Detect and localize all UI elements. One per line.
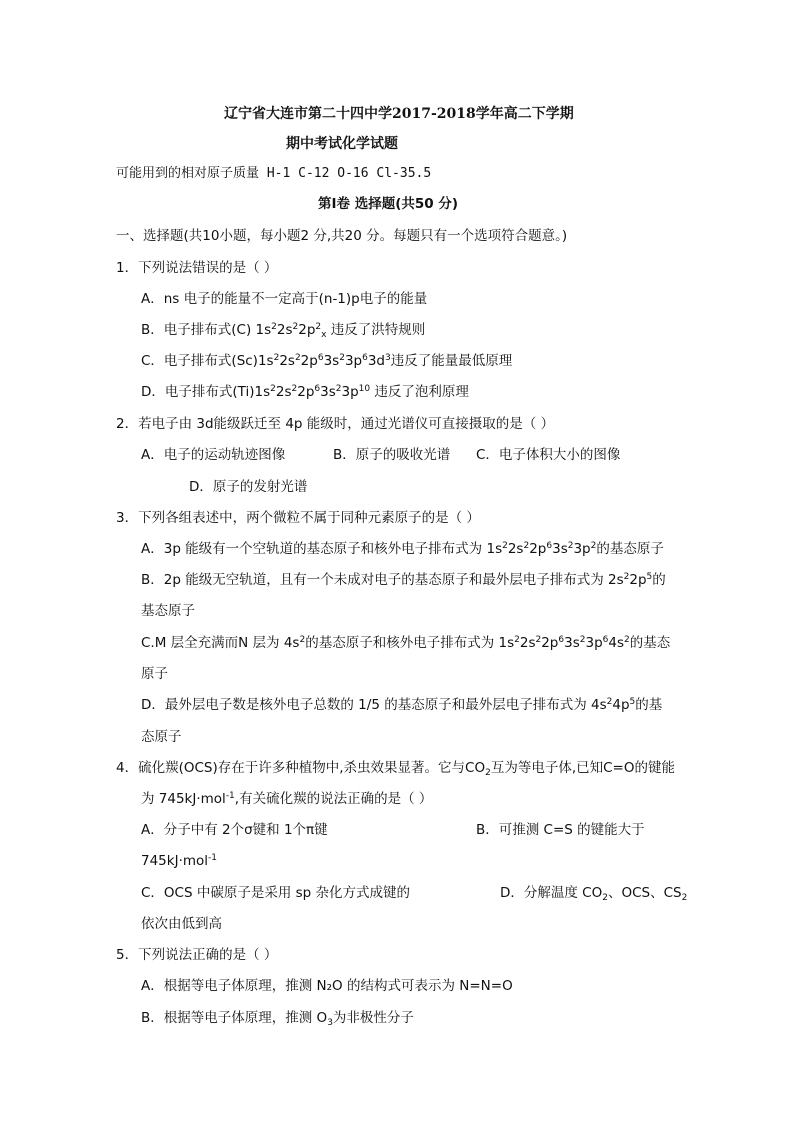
q1-option-c: C．电子排布式$(Sc)1s^22s^22p^63s^23p^63d^3$违反了能量最低原理 (141, 353, 513, 369)
q1-option-a: A．ns 电子的能量不一定高于(n-1)p电子的能量 (141, 291, 428, 307)
title-line-1: 辽宁省大连市第二十四中学2017-2018学年高二下学期 (224, 106, 574, 122)
q1-stem: 1．下列说法错误的是（ ） (116, 260, 278, 276)
q5-stem: 5．下列说法正确的是（ ） (116, 947, 278, 963)
q2-stem: 2．若电子由 3d能级跃迁至 4p 能级时，通过光谱仪可直接摄取的是（ ） (116, 416, 555, 432)
q2-option-d: D．原子的发射光谱 (189, 479, 308, 495)
q3-option-c-cont: 原子 (141, 666, 168, 682)
q3-option-a: A．3p 能级有一个空轨道的基态原子和核外电子排布式为 $1s^22s^22p^63s^23p^2$的基态原子 (141, 541, 664, 557)
q4-option-b: B．可推测 C=S 的键能大于 (476, 822, 645, 838)
q3-option-b-cont: 基态原子 (141, 603, 195, 619)
q5-option-b: B．根据等电子体原理，推测 $O_3$为非极性分子 (141, 1010, 414, 1028)
instructions: 一、选择题(共10小题，每小题2 分,共20 分。每题只有一个选项符合题意。) (116, 228, 568, 244)
atomic-mass-line: 可能用到的相对原子质量 H-1 C-12 O-16 Cl-35.5 (116, 166, 432, 181)
q2-option-c: C．电子体积大小的图像 (476, 447, 621, 463)
q4-option-a: A．分子中有 2个σ键和 1个π键 (141, 822, 328, 838)
q3-option-d-cont: 态原子 (141, 729, 182, 745)
section-title: 第Ⅰ卷 选择题(共50 分) (318, 196, 459, 212)
q5-option-a: A．根据等电子体原理，推测 N₂O 的结构式可表示为 N=N=O (141, 978, 513, 994)
q4-option-d-cont: 依次由低到高 (141, 916, 222, 932)
q1-option-b: B．电子排布式(C) $1s^22s^22p^2_x$ 违反了洪特规则 (141, 322, 426, 340)
q4-option-d: D．分解温度 $CO_2$、OCS、$CS_2$ (500, 885, 688, 903)
title-line-2: 期中考试化学试题 (286, 136, 398, 152)
q3-option-d: D．最外层电子数是核外电子总数的 1/5 的基态原子和最外层电子排布式为 $4s^24p^5$的基 (141, 697, 663, 713)
q4-option-c: C．OCS 中碳原子是采用 sp 杂化方式成键的 (141, 885, 411, 901)
q3-option-b: B．2p 能级无空轨道，且有一个未成对电子的基态原子和最外层电子排布式为 $2s^22p^5$的 (141, 572, 666, 588)
q2-option-a: A．电子的运动轨迹图像 (141, 447, 286, 463)
q4-stem-cont: 为 745kJ·mol$^{-1}$,有关硫化羰的说法正确的是（ ） (141, 791, 433, 807)
q3-option-c: C.M 层全充满而N 层为 $4s^2$的基态原子和核外电子排布式为 $1s^22s^22p^63s^23p^64s^2$的基态 (141, 635, 671, 651)
q4-stem: 4．硫化羰(OCS)存在于许多种植物中,杀虫效果显著。它与$CO_2$互为等电子体,已知C=O的键能 (116, 760, 675, 778)
q2-option-b: B．原子的吸收光谱 (333, 447, 451, 463)
q1-option-d: D．电子排布式$(Ti)1s^22s^22p^63s^23p^{10}$ 违反了泡利原理 (141, 384, 469, 400)
q3-stem: 3．下列各组表述中，两个微粒不属于同种元素原子的是（ ） (116, 510, 480, 526)
q4-option-b-cont: 745kJ·mol$^{-1}$ (141, 853, 218, 869)
